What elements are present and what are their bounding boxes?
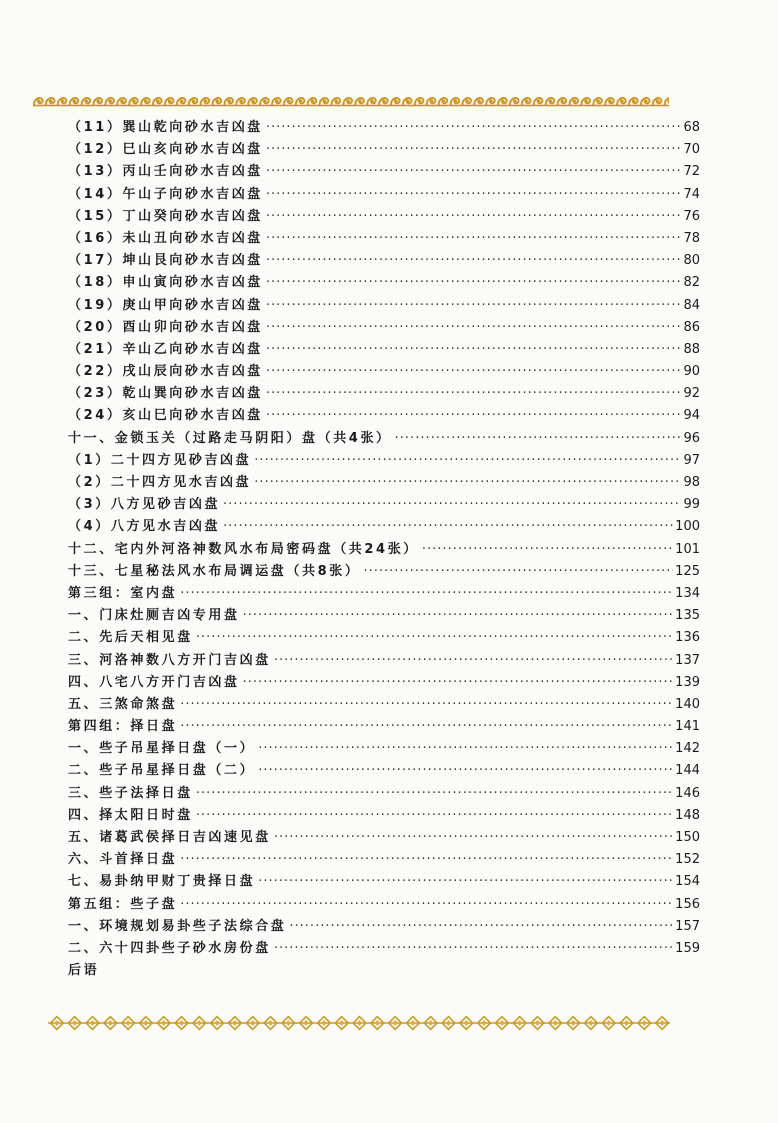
toc-entry [68,694,700,716]
toc-entry-title: （11）巽山乾向砂水吉凶盘 [68,120,263,135]
dot-leader [266,317,682,339]
dot-leader [180,583,673,605]
toc-entry-title: 十一、金锁玉关（过路走马阴阳）盘（共4张） [68,430,392,446]
toc-entry [68,960,700,982]
dot-leader [395,428,682,450]
dot-leader [258,871,673,893]
dot-leader [258,738,673,760]
toc-entry-page: 150 [675,830,700,845]
toc-entry [68,760,700,782]
dot-leader [180,894,673,916]
toc-entry-page: 97 [683,452,700,468]
toc-entry-page: 96 [683,430,700,446]
toc-entry-title: （16）未山丑向砂水吉凶盘 [68,230,263,246]
dot-leader [266,161,682,183]
toc-entry-page: 68 [683,120,700,135]
toc-entry-page: 101 [675,541,700,557]
toc-entry-page: 141 [675,719,700,735]
toc-entry [68,139,700,161]
toc-entry-title: （1）二十四方见砂吉凶盘 [68,452,252,468]
toc-entry [68,827,700,849]
toc-entry-title: （14）午山子向砂水吉凶盘 [68,186,263,202]
toc-entry-title: 一、环境规划易卦些子法综合盘 [68,918,287,934]
toc-entry-page: 90 [683,364,700,380]
toc-entry-title: （2）二十四方见水吉凶盘 [68,475,252,490]
dot-leader [363,561,673,583]
toc-entry [68,494,700,516]
toc-entry-page: 156 [675,896,700,912]
dot-leader [274,827,673,849]
toc-entry-page: 137 [675,652,700,668]
dot-leader [266,139,682,161]
toc-entry-page: 94 [683,408,700,424]
dot-leader [266,184,682,206]
toc-entry-title: 一、些子吊星择日盘（一） [68,741,256,757]
toc-entry-page: 148 [675,807,700,823]
toc-entry [68,117,700,139]
dot-leader [196,783,673,805]
toc-entry-page: 78 [683,230,700,246]
dot-leader [180,694,673,716]
dot-leader [266,272,682,294]
toc-entry [68,295,700,317]
toc-entry-page: 80 [683,253,700,269]
dot-leader [243,672,674,694]
toc-entry-title: 四、八宅八方开门吉凶盘 [68,674,240,690]
dot-leader [422,539,673,561]
dot-leader [266,228,682,250]
toc-entry [68,894,700,916]
dot-leader [223,516,673,538]
dot-leader [289,916,673,938]
toc-entry-title: 五、诸葛武侯择日吉凶速见盘 [68,830,271,845]
toc-entry-title: （12）巳山亥向砂水吉凶盘 [68,142,263,158]
toc-entry [68,871,700,893]
toc-entry-title: （21）辛山乙向砂水吉凶盘 [68,341,263,357]
toc-entry [68,317,700,339]
toc-entry [68,672,700,694]
toc-entry [68,605,700,627]
toc-entry-title: （13）丙山壬向砂水吉凶盘 [68,164,263,180]
dot-leader [266,405,682,427]
toc-entry-page: 144 [675,763,700,779]
toc-entry [68,938,700,960]
toc-entry-page: 125 [675,563,700,579]
toc-entry-page: 146 [675,785,700,801]
toc-entry-page: 86 [683,319,700,335]
toc-entry-title: （22）戌山辰向砂水吉凶盘 [68,364,263,380]
dot-leader [266,206,682,228]
toc-entry [68,539,700,561]
toc-entry [68,383,700,405]
dot-leader [266,117,682,139]
dot-leader [196,805,673,827]
toc-entry-page: 82 [683,275,700,291]
toc-entry-title: 第三组：室内盘 [68,585,178,601]
toc-entry [68,161,700,183]
toc-entry [68,339,700,361]
toc-entry-title: 后语 [68,963,100,979]
toc-entry-page: 92 [683,386,700,402]
toc-entry-title: 二、六十四卦些子砂水房份盘 [68,940,271,956]
toc-entry-page: 152 [675,852,700,868]
dot-leader [266,295,682,317]
dot-leader [180,849,673,871]
dot-leader [254,472,681,494]
toc-entry-title: （15）丁山癸向砂水吉凶盘 [68,208,263,224]
dot-leader [258,760,673,782]
toc-entry-title: 五、三煞命煞盘 [68,696,178,712]
toc-entry-title: 十三、七星秘法风水布局调运盘（共8张） [68,563,361,579]
toc-entry-page: 134 [675,585,700,601]
toc-entry [68,627,700,649]
toc-entry [68,583,700,605]
dot-leader [274,938,673,960]
toc-entry-page: 76 [683,208,700,224]
toc-entry-title: （18）申山寅向砂水吉凶盘 [68,275,263,291]
toc-entry-page: 70 [683,142,700,158]
toc-entry-page: 99 [683,497,700,513]
toc-entry-title: （4）八方见水吉凶盘 [68,519,221,535]
toc-entry-page: 139 [675,674,700,690]
dot-leader [274,650,673,672]
toc-entry [68,516,700,538]
toc-entry [68,716,700,738]
dot-leader [180,716,673,738]
toc-entry-page: 142 [675,741,700,757]
dot-leader [266,339,682,361]
toc-entry [68,361,700,383]
toc-entry [68,849,700,871]
toc-entry-title: 第四组：择日盘 [68,719,178,735]
toc-entry-title: （17）坤山艮向砂水吉凶盘 [68,253,263,269]
toc-entry-page: 72 [683,164,700,180]
toc-entry [68,272,700,294]
toc-entry-title: 七、易卦纳甲财丁贵择日盘 [68,874,256,890]
toc-entry [68,206,700,228]
toc-entry-page: 136 [675,630,700,646]
dot-leader [266,383,682,405]
toc-entry-page: 154 [675,874,700,890]
toc-entry [68,561,700,583]
dot-leader [223,494,681,516]
toc-entry-page: 88 [683,341,700,357]
dot-leader [196,627,673,649]
toc-entry [68,428,700,450]
toc-entry-title: （23）乾山巽向砂水吉凶盘 [68,386,263,402]
top-scroll-border [33,95,669,108]
toc-entry [68,228,700,250]
toc-entry-title: （20）酉山卯向砂水吉凶盘 [68,319,263,335]
toc-entry-title: 二、先后天相见盘 [68,630,193,646]
toc-entry [68,783,700,805]
toc-entry [68,450,700,472]
toc-entry-title: （24）亥山巳向砂水吉凶盘 [68,408,263,424]
toc-entry [68,738,700,760]
toc-entry [68,805,700,827]
dot-leader [266,361,682,383]
toc-entry-page: 140 [675,696,700,712]
toc-entry [68,916,700,938]
dot-leader [254,450,681,472]
toc-entry [68,650,700,672]
toc-entry [68,472,700,494]
toc-entry-title: 六、斗首择日盘 [68,852,178,868]
toc-entry-title: 第五组：些子盘 [68,896,178,912]
bottom-knot-border [48,1014,670,1032]
toc-entry-title: 十二、宅内外河洛神数风水布局密码盘（共24张） [68,541,419,557]
toc-entry-title: （3）八方见砂吉凶盘 [68,497,221,513]
toc-entry-title: 四、择太阳日时盘 [68,807,193,823]
toc-entry-title: 三、些子法择日盘 [68,785,193,801]
toc-entry-page: 98 [683,475,700,490]
dot-leader [243,605,674,627]
toc-entry-page: 157 [675,918,700,934]
toc-entry-page: 100 [675,519,700,535]
toc-entry-page: 159 [675,940,700,956]
table-of-contents [68,117,700,982]
toc-entry-title: 三、河洛神数八方开门吉凶盘 [68,652,271,668]
toc-entry [68,405,700,427]
toc-entry-page: 84 [683,297,700,313]
toc-entry-page: 135 [675,608,700,624]
toc-entry-page: 74 [683,186,700,202]
toc-entry-title: （19）庚山甲向砂水吉凶盘 [68,297,263,313]
toc-entry-title: 一、门床灶厕吉凶专用盘 [68,608,240,624]
dot-leader [266,250,682,272]
toc-entry [68,184,700,206]
toc-entry-title: 二、些子吊星择日盘（二） [68,763,256,779]
toc-entry [68,250,700,272]
